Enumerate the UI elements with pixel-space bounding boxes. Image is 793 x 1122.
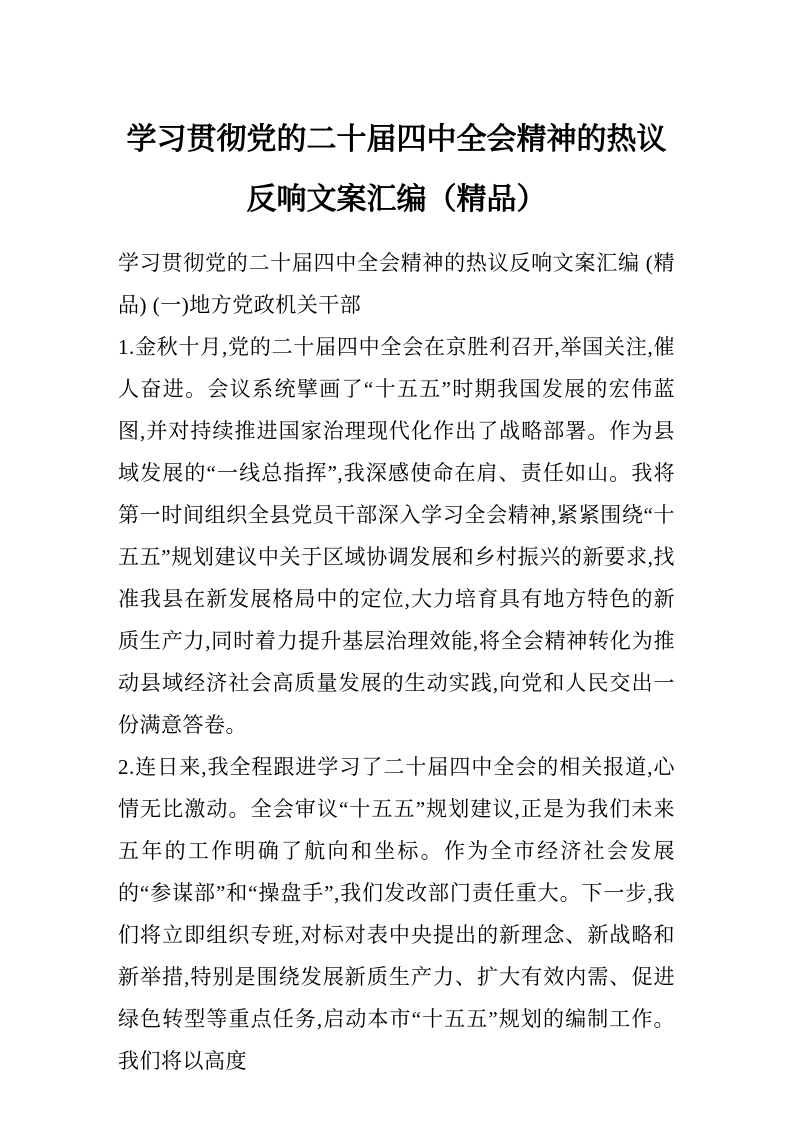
document-title-line-2: 反响文案汇编（精品） bbox=[246, 183, 547, 216]
paragraph-heading: 学习贯彻党的二十届四中全会精神的热议反响文案汇编 (精品) (一)地方党政机关干部 bbox=[118, 251, 675, 317]
paragraph-item-2: 2.连日来,我全程跟进学习了二十届四中全会的相关报道,心情无比激动。全会审议“十五五”规划建议,正是为我们未来五年的工作明确了航向和坐标。作为全市经济社会发展的“参谋部”和“操盘手”,我们发改部门责任重大。下一步,我们将立即组织专班,对标对表中央提出的新理念、新战略和新举措,特别是围绕发展新质生产力、扩大有效内需、促进绿色转型等重点任务,启动本市“十五五”规划的编制工作。我们将以高度 bbox=[118, 755, 675, 1073]
document-body bbox=[118, 242, 675, 1082]
paragraph-item-1: 1.金秋十月,党的二十届四中全会在京胜利召开,举国关注,催人奋进。会议系统擘画了“十五五”时期我国发展的宏伟蓝图,并对持续推进国家治理现代化作出了战略部署。作为县域发展的“一线总指挥”,我深感使命在肩、责任如山。我将第一时间组织全县党员干部深入学习全会精神,紧紧围绕“十五五”规划建议中关于区域协调发展和乡村振兴的新要求,找准我县在新发展格局中的定位,大力培育具有地方特色的新质生产力,同时着力提升基层治理效能,将全会精神转化为推动县域经济社会高质量发展的生动实践,向党和人民交出一份满意答卷。 bbox=[118, 335, 675, 737]
document-title-line-1: 学习贯彻党的二十届四中全会精神的热议 bbox=[126, 123, 667, 156]
document-title bbox=[118, 110, 675, 230]
